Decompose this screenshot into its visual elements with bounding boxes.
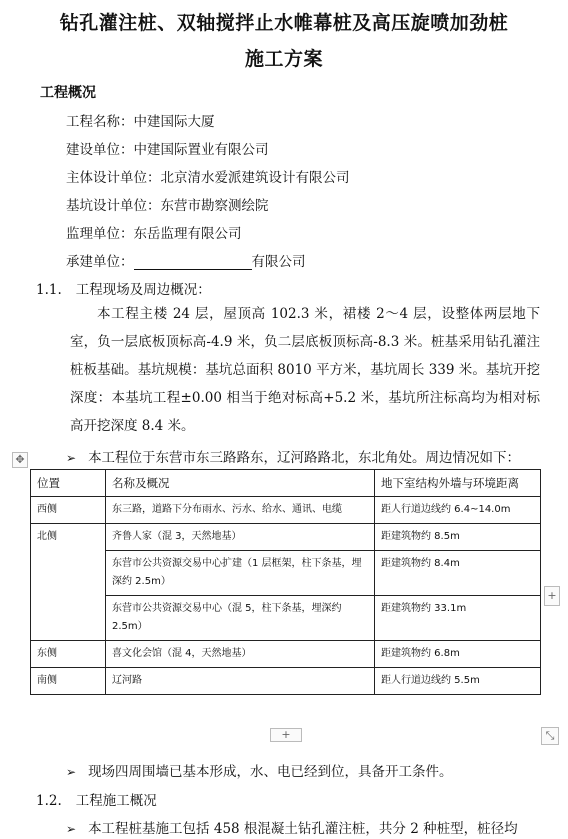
location-bullet xyxy=(66,446,520,466)
table-header-cell: 位置 xyxy=(31,470,106,497)
table-cell: 北侧 xyxy=(31,524,106,641)
section-number: 1.1. xyxy=(36,282,62,298)
owner-unit: 建设单位：中建国际置业有限公司 xyxy=(66,142,269,158)
location-bullet-text: 本工程位于东营市东三路路东，辽河路路北，东北角处。周边情况如下： xyxy=(88,450,521,466)
site-ready-bullet xyxy=(66,760,453,780)
table-cell: 东营市公共资源交易中心扩建（1 层框架，柱下条基，埋深约 2.5m） xyxy=(106,551,375,596)
table-cell: 喜文化会馆（混 4，天然地基） xyxy=(106,641,375,668)
document-title-line1: 钻孔灌注桩、双轴搅拌止水帷幕桩及高压旋喷加劲桩 xyxy=(59,12,509,34)
table-cell: 齐鲁人家（混 3，天然地基） xyxy=(106,524,375,551)
table-row xyxy=(31,641,541,668)
section-1-2-heading xyxy=(36,789,157,809)
table-cell: 距人行道边线约 6.4~14.0m xyxy=(375,497,541,524)
project-name: 工程名称：中建国际大厦 xyxy=(66,114,215,130)
table-row xyxy=(31,524,541,551)
add-column-button[interactable]: + xyxy=(544,586,560,606)
site-paragraph: 本工程主楼 24 层，屋顶高 102.3 米，裙楼 2～4 层，设整体两层地下室，负一层底板顶标高-4.9 米，负二层底板顶标高-8.3 米。桩基采用钻孔灌注桩板基础。基坑规模：基坑总面积 8010 平方米，基坑周长 339 米。基坑开挖深度：本基坑工程±0.00 相当于绝对标高+5.2 米，基坑所注标高均为相对标高开挖深度 8.4 米。 xyxy=(70,306,540,434)
table-header-cell: 地下室结构外墙与环境距离 xyxy=(375,470,541,497)
table-cell: 东营市公共资源交易中心（混 5，柱下条基，埋深约 2.5m） xyxy=(106,596,375,641)
document-title-line2: 施工方案 xyxy=(244,48,323,70)
section-1-1-heading xyxy=(36,278,211,298)
section-title: 工程施工概况 xyxy=(75,793,157,809)
overview-heading: 工程概况 xyxy=(40,85,96,101)
pile-bullet xyxy=(66,817,518,837)
table-row xyxy=(31,668,541,695)
section-number: 1.2. xyxy=(36,793,62,809)
site-ready-bullet-text: 现场四周围墙已基本形成，水、电已经到位，具备开工条件。 xyxy=(88,764,453,780)
table-header-cell: 名称及概况 xyxy=(106,470,375,497)
arrow-bullet-icon: ➢ xyxy=(66,765,77,779)
section-title: 工程现场及周边概况： xyxy=(75,282,211,298)
table-move-handle-icon[interactable]: ✥ xyxy=(12,452,28,468)
table-cell: 距建筑物约 33.1m xyxy=(375,596,541,641)
table-header-row xyxy=(31,470,541,497)
table-cell: 东三路，道路下分布雨水、污水、给水、通讯、电缆 xyxy=(106,497,375,524)
contractor-label: 承建单位： xyxy=(66,254,134,270)
table-row xyxy=(31,551,541,596)
table-row xyxy=(31,596,541,641)
table-cell: 距建筑物约 8.5m xyxy=(375,524,541,551)
add-row-button[interactable]: + xyxy=(270,728,302,742)
table-cell: 距建筑物约 8.4m xyxy=(375,551,541,596)
table-cell: 南侧 xyxy=(31,668,106,695)
contractor-blank xyxy=(134,255,252,270)
table-resize-handle-icon[interactable]: ⤡ xyxy=(541,727,559,745)
table-cell: 距人行道边线约 5.5m xyxy=(375,668,541,695)
table-cell: 距建筑物约 6.8m xyxy=(375,641,541,668)
surroundings-table xyxy=(30,469,541,695)
table-cell: 辽河路 xyxy=(106,668,375,695)
pit-design-unit: 基坑设计单位：东营市勘察测绘院 xyxy=(66,198,269,214)
arrow-bullet-icon: ➢ xyxy=(66,451,77,465)
table-cell: 西侧 xyxy=(31,497,106,524)
table-cell: 东侧 xyxy=(31,641,106,668)
table-row xyxy=(31,497,541,524)
pile-bullet-text: 本工程桩基施工包括 458 根混凝土钻孔灌注桩，共分 2 种桩型，桩径均 xyxy=(88,821,518,837)
design-unit: 主体设计单位：北京清水爱派建筑设计有限公司 xyxy=(66,170,350,186)
contractor-suffix: 有限公司 xyxy=(251,254,306,270)
arrow-bullet-icon: ➢ xyxy=(66,822,77,836)
contractor-line xyxy=(66,250,306,270)
supervision-unit: 监理单位：东岳监理有限公司 xyxy=(66,226,242,242)
